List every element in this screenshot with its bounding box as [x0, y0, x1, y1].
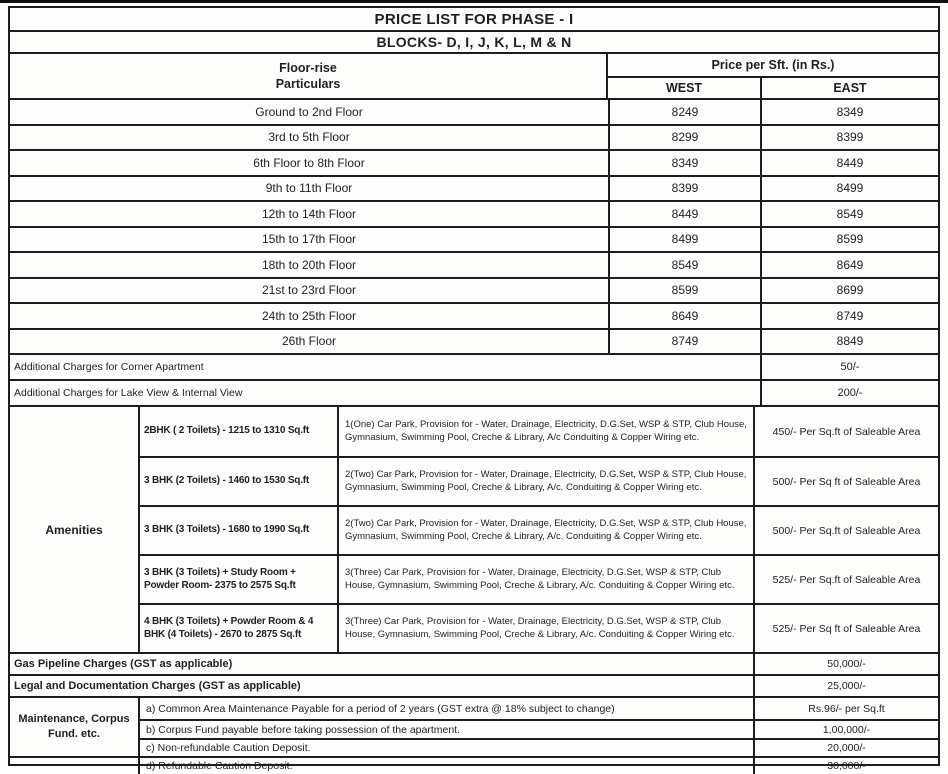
east-header: EAST [760, 78, 938, 98]
item-value: 1,00,000/- [753, 719, 938, 738]
west-price: 8349 [608, 151, 760, 175]
floor-rise-header-line1: Floor-rise [279, 60, 337, 75]
floor-row [10, 328, 938, 354]
east-price: 8649 [760, 253, 938, 277]
west-price: 8599 [608, 279, 760, 303]
east-price: 8499 [760, 177, 938, 201]
floor-row [10, 200, 938, 226]
floor-row [10, 251, 938, 277]
unit-type: 2BHK ( 2 Toilets) - 1215 to 1310 Sq.ft [138, 407, 337, 456]
additional-charge-row [10, 353, 938, 379]
page-title: PRICE LIST FOR PHASE - I [374, 10, 574, 28]
east-price: 8449 [760, 151, 938, 175]
item-label: a) Common Area Maintenance Payable for a period of 2 years (GST extra @ 18% subject to change) [138, 698, 753, 719]
price-list-document [8, 6, 940, 772]
amenities-description: 2(Two) Car Park, Provision for - Water, Drainage, Electricity, D.G.Set, WSP & STP, Club House, Gymnasium, Swimming Pool, Creche & Library, A/c. Conduiting & Copper Wiring etc. [337, 456, 753, 505]
amenities-description: 3(Three) Car Park, Provision for - Water, Drainage, Electricity, D.G.Set, WSP & STP, Club House, Gymnasium, Swimming Pool, Creche & Library, A/c. Conduiting & Copper Wiring etc. [337, 554, 753, 603]
additional-charge-row [10, 379, 938, 405]
amenities-price: 500/- Per Sq.ft of Saleable Area [753, 505, 938, 554]
floor-rise-header [10, 54, 608, 98]
floor-label: 6th Floor to 8th Floor [253, 155, 365, 170]
unit-type: 4 BHK (3 Toilets) + Powder Room & 4 BHK (4 Toilets) - 2670 to 2875 Sq.ft [138, 603, 337, 652]
price-per-sft-header: Price per Sft. (in Rs.) [711, 58, 835, 72]
floor-label: 26th Floor [281, 334, 337, 349]
charge-value: 200/- [760, 381, 938, 405]
item-value: 30,000/- [753, 756, 938, 774]
unit-type: 3 BHK (3 Toilets) - 1680 to 1990 Sq.ft [138, 505, 337, 554]
amenities-description: 3(Three) Car Park, Provision for - Water, Drainage, Electricity, D.G.Set, WSP & STP, Club House, Gymnasium, Swimming Pool, Creche & Library, A/c. Conduiting & Copper Wiring etc. [337, 603, 753, 652]
east-price: 8749 [760, 304, 938, 328]
floor-label: 3rd to 5th Floor [268, 130, 350, 145]
unit-type: 3 BHK (2 Toilets) - 1460 to 1530 Sq.ft [138, 456, 337, 505]
floor-row [10, 149, 938, 175]
floor-row [10, 98, 938, 124]
floor-rise-header-line2: Particulars [275, 77, 341, 91]
west-price: 8649 [608, 304, 760, 328]
blocks-subtitle: BLOCKS- D, I, J, K, L, M & N [10, 30, 938, 52]
floor-rise-table [10, 98, 938, 353]
amenities-label: Amenities [45, 522, 103, 537]
charge-value: 50,000/- [753, 654, 938, 674]
maintenance-table [10, 696, 938, 774]
floor-label: 21st to 23rd Floor [261, 283, 357, 298]
west-price: 8449 [608, 202, 760, 226]
item-value: 20,000/- [753, 738, 938, 756]
floor-label: 18th to 20th Floor [261, 257, 357, 272]
scan-edge [0, 0, 948, 3]
item-label: b) Corpus Fund payable before taking possession of the apartment. [138, 719, 753, 738]
maintenance-label: Maintenance, Corpus Fund. etc. [18, 713, 130, 740]
unit-type: 3 BHK (3 Toilets) + Study Room + Powder Room- 2375 to 2575 Sq.ft [138, 554, 337, 603]
west-price: 8399 [608, 177, 760, 201]
charge-label: Additional Charges for Lake View & Internal View [14, 387, 243, 399]
charge-value: 50/- [760, 355, 938, 379]
charge-value: 25,000/- [753, 676, 938, 696]
east-price: 8349 [760, 100, 938, 124]
charge-label: Additional Charges for Corner Apartment [14, 361, 204, 373]
price-header-group [608, 54, 938, 98]
amenities-price: 500/- Per Sq ft of Saleable Area [753, 456, 938, 505]
legal-charges-row [10, 674, 938, 696]
east-price: 8849 [760, 330, 938, 354]
amenities-price: 450/- Per Sq.ft of Saleable Area [753, 407, 938, 456]
amenities-description: 1(One) Car Park, Provision for - Water, Drainage, Electricity, D.G.Set, WSP & STP, Club House, Gymnasium, Swimming Pool, Creche & Library, A/c Conduiting & Copper Wiring etc. [337, 407, 753, 456]
charge-label: Gas Pipeline Charges (GST as applicable) [14, 658, 233, 670]
amenities-price: 525/- Per Sq.ft of Saleable Area [753, 554, 938, 603]
west-price: 8549 [608, 253, 760, 277]
gas-pipeline-row [10, 652, 938, 674]
floor-row [10, 302, 938, 328]
floor-label: 24th to 25th Floor [261, 308, 357, 323]
west-price: 8749 [608, 330, 760, 354]
item-label: d) Refundable Caution Deposit. [138, 756, 753, 774]
floor-label: 9th to 11th Floor [265, 181, 353, 196]
west-east-header-row [608, 76, 938, 98]
floor-row [10, 226, 938, 252]
west-price: 8249 [608, 100, 760, 124]
floor-label: Ground to 2nd Floor [255, 104, 363, 119]
empty-cell [10, 756, 138, 774]
amenities-description: 2(Two) Car Park, Provision for - Water, Drainage, Electricity, D.G.Set, WSP & STP, Club House, Gymnasium, Swimming Pool, Creche & Library, A/c. Conduiting & Copper Wiring etc. [337, 505, 753, 554]
table-header [10, 52, 938, 98]
east-price: 8599 [760, 228, 938, 252]
floor-label: 15th to 17th Floor [261, 232, 357, 247]
west-price: 8299 [608, 126, 760, 150]
amenities-table [10, 405, 938, 652]
item-label: c) Non-refundable Caution Deposit. [138, 738, 753, 756]
floor-row [10, 277, 938, 303]
item-value: Rs.96/- per Sq.ft [753, 698, 938, 719]
west-header: WEST [665, 81, 703, 95]
floor-row [10, 124, 938, 150]
west-price: 8499 [608, 228, 760, 252]
amenities-price: 525/- Per Sq ft of Saleable Area [753, 603, 938, 652]
floor-row [10, 175, 938, 201]
east-price: 8699 [760, 279, 938, 303]
east-price: 8549 [760, 202, 938, 226]
charge-label: Legal and Documentation Charges (GST as applicable) [14, 680, 301, 692]
east-price: 8399 [760, 126, 938, 150]
floor-label: 12th to 14th Floor [261, 206, 357, 221]
